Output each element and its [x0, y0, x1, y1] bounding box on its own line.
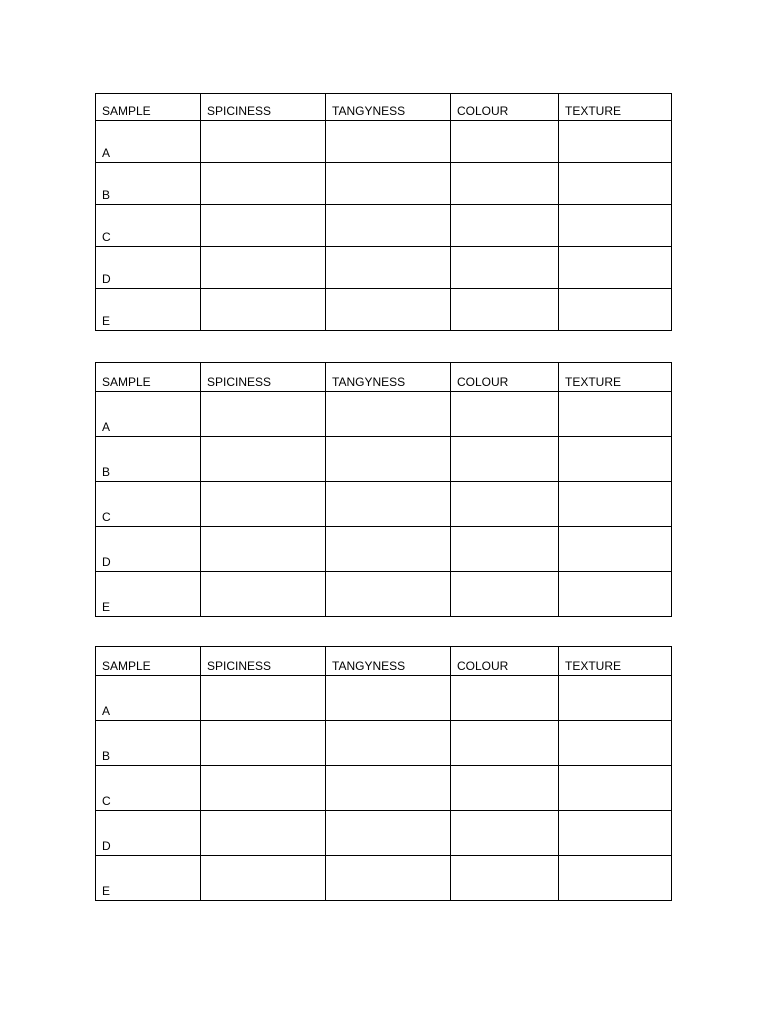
header-row: [96, 647, 672, 676]
sample-label: C: [96, 205, 201, 247]
colour-cell: [451, 482, 559, 527]
header-sample: SAMPLE: [96, 647, 201, 676]
table-row: [96, 437, 672, 482]
header-spiciness: SPICINESS: [201, 363, 326, 392]
header-tangyness: TANGYNESS: [326, 94, 451, 121]
spiciness-cell: [201, 205, 326, 247]
header-row: [96, 363, 672, 392]
table-row: [96, 482, 672, 527]
sample-label: B: [96, 163, 201, 205]
tangyness-cell: [326, 676, 451, 721]
texture-cell: [559, 572, 672, 617]
sample-label: A: [96, 676, 201, 721]
colour-cell: [451, 572, 559, 617]
spiciness-cell: [201, 163, 326, 205]
tangyness-cell: [326, 163, 451, 205]
colour-cell: [451, 766, 559, 811]
sample-label: E: [96, 289, 201, 331]
spiciness-cell: [201, 392, 326, 437]
colour-cell: [451, 392, 559, 437]
tangyness-cell: [326, 247, 451, 289]
header-texture: TEXTURE: [559, 363, 672, 392]
header-colour: COLOUR: [451, 94, 559, 121]
colour-cell: [451, 121, 559, 163]
spiciness-cell: [201, 766, 326, 811]
header-sample: SAMPLE: [96, 94, 201, 121]
header-texture: TEXTURE: [559, 94, 672, 121]
header-texture: TEXTURE: [559, 647, 672, 676]
texture-cell: [559, 205, 672, 247]
texture-cell: [559, 856, 672, 901]
texture-cell: [559, 766, 672, 811]
sample-label: D: [96, 247, 201, 289]
table-row: [96, 163, 672, 205]
texture-cell: [559, 289, 672, 331]
tangyness-cell: [326, 856, 451, 901]
tangyness-cell: [326, 766, 451, 811]
spiciness-cell: [201, 721, 326, 766]
texture-cell: [559, 121, 672, 163]
header-row: [96, 94, 672, 121]
tangyness-cell: [326, 527, 451, 572]
header-tangyness: TANGYNESS: [326, 363, 451, 392]
tangyness-cell: [326, 205, 451, 247]
spiciness-cell: [201, 289, 326, 331]
score-table-2: [95, 362, 672, 617]
header-tangyness: TANGYNESS: [326, 647, 451, 676]
sample-label: C: [96, 482, 201, 527]
tangyness-cell: [326, 121, 451, 163]
table-row: [96, 811, 672, 856]
header-sample: SAMPLE: [96, 363, 201, 392]
table-row: [96, 572, 672, 617]
tangyness-cell: [326, 721, 451, 766]
table-row: [96, 289, 672, 331]
texture-cell: [559, 811, 672, 856]
sample-label: A: [96, 121, 201, 163]
tangyness-cell: [326, 572, 451, 617]
tangyness-cell: [326, 437, 451, 482]
table-row: [96, 766, 672, 811]
header-colour: COLOUR: [451, 363, 559, 392]
tangyness-cell: [326, 811, 451, 856]
texture-cell: [559, 527, 672, 572]
colour-cell: [451, 811, 559, 856]
texture-cell: [559, 163, 672, 205]
colour-cell: [451, 856, 559, 901]
colour-cell: [451, 205, 559, 247]
table-row: [96, 676, 672, 721]
spiciness-cell: [201, 482, 326, 527]
spiciness-cell: [201, 572, 326, 617]
spiciness-cell: [201, 811, 326, 856]
header-spiciness: SPICINESS: [201, 94, 326, 121]
texture-cell: [559, 721, 672, 766]
table-row: [96, 247, 672, 289]
colour-cell: [451, 247, 559, 289]
tangyness-cell: [326, 482, 451, 527]
colour-cell: [451, 289, 559, 331]
sample-label: B: [96, 437, 201, 482]
table-row: [96, 856, 672, 901]
texture-cell: [559, 437, 672, 482]
texture-cell: [559, 247, 672, 289]
colour-cell: [451, 527, 559, 572]
sample-label: E: [96, 856, 201, 901]
spiciness-cell: [201, 247, 326, 289]
sample-label: E: [96, 572, 201, 617]
sample-label: C: [96, 766, 201, 811]
sample-label: D: [96, 811, 201, 856]
header-spiciness: SPICINESS: [201, 647, 326, 676]
table-row: [96, 527, 672, 572]
table-row: [96, 205, 672, 247]
spiciness-cell: [201, 437, 326, 482]
sample-label: B: [96, 721, 201, 766]
score-table-1: [95, 93, 672, 331]
table-row: [96, 121, 672, 163]
texture-cell: [559, 676, 672, 721]
header-colour: COLOUR: [451, 647, 559, 676]
sample-label: A: [96, 392, 201, 437]
colour-cell: [451, 676, 559, 721]
colour-cell: [451, 437, 559, 482]
spiciness-cell: [201, 527, 326, 572]
score-table-3: [95, 646, 672, 901]
table-row: [96, 721, 672, 766]
spiciness-cell: [201, 121, 326, 163]
spiciness-cell: [201, 676, 326, 721]
sample-label: D: [96, 527, 201, 572]
colour-cell: [451, 721, 559, 766]
tangyness-cell: [326, 289, 451, 331]
texture-cell: [559, 392, 672, 437]
tangyness-cell: [326, 392, 451, 437]
table-row: [96, 392, 672, 437]
spiciness-cell: [201, 856, 326, 901]
colour-cell: [451, 163, 559, 205]
texture-cell: [559, 482, 672, 527]
